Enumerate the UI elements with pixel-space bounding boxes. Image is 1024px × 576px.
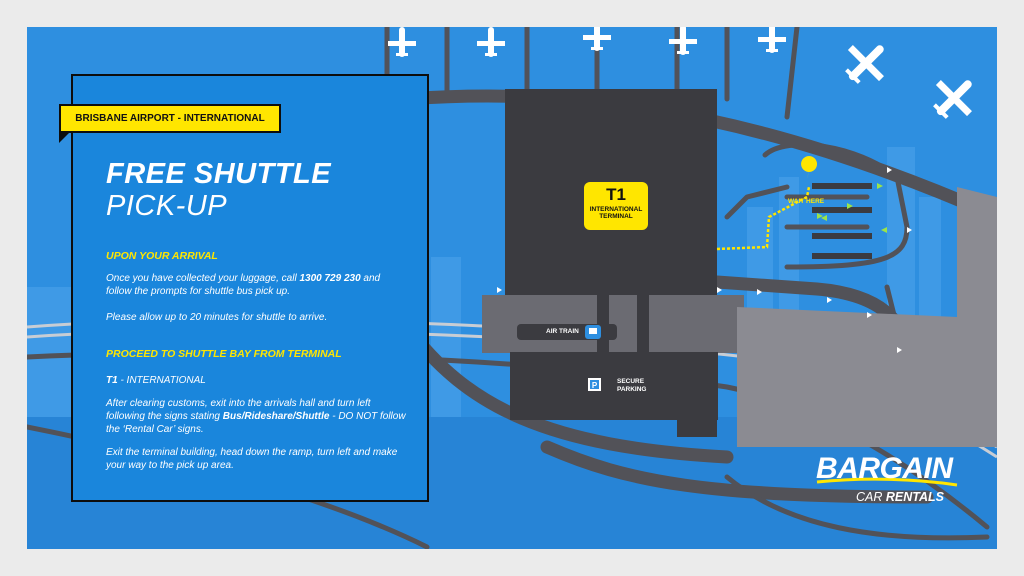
wait-here-label: WAIT HERE xyxy=(788,198,825,205)
step-1: After clearing customs, exit into the arrivals hall and turn left following the signs stating Bus/Rideshare/Shuttle - DO NOT follow the ‘Rental Car’ signs. xyxy=(106,398,406,435)
parking-building xyxy=(510,352,718,420)
page-subtitle: PICK-UP xyxy=(106,190,228,222)
terminal-line: T1 - INTERNATIONAL xyxy=(106,375,206,386)
parking-letter: P xyxy=(591,381,598,390)
brand-tagline: CAR RENTALS xyxy=(856,490,944,504)
terminal-code: T1 xyxy=(606,185,626,204)
walkway xyxy=(597,293,609,353)
terminal-badge xyxy=(584,182,648,230)
brand-logo: BARGAIN xyxy=(816,452,953,485)
step-2: Exit the terminal building, head down the ramp, turn left and make your way to the pick up area. xyxy=(106,447,398,471)
wait-note: Please allow up to 20 minutes for shuttle to arrive. xyxy=(106,312,328,323)
terminal-name: INTERNATIONAL TERMINAL xyxy=(589,206,643,220)
walkway xyxy=(637,293,649,353)
air-train-label: AIR TRAIN xyxy=(546,328,579,335)
tag-notch xyxy=(59,133,69,143)
arrival-heading: UPON YOUR ARRIVAL xyxy=(106,250,218,262)
shuttle-bays xyxy=(812,183,872,259)
terminal-building xyxy=(505,89,717,267)
location-tag: BRISBANE AIRPORT - INTERNATIONAL xyxy=(59,104,281,133)
rental-car-lot-east xyxy=(957,187,997,447)
wait-here-pin-icon xyxy=(801,156,817,184)
proceed-heading: PROCEED TO SHUTTLE BAY FROM TERMINAL xyxy=(106,348,342,360)
terminal-forecourt xyxy=(505,267,717,297)
page-title: FREE SHUTTLE xyxy=(106,158,332,190)
parking-annex xyxy=(677,419,717,437)
parking-label: SECURE PARKING xyxy=(617,378,647,393)
arrival-instructions: Once you have collected your luggage, call 1300 729 230 and follow the prompts for shuttle bus pick up. xyxy=(106,273,381,297)
rental-car-lot xyxy=(737,307,957,447)
phone-number[interactable]: 1300 729 230 xyxy=(299,273,361,284)
